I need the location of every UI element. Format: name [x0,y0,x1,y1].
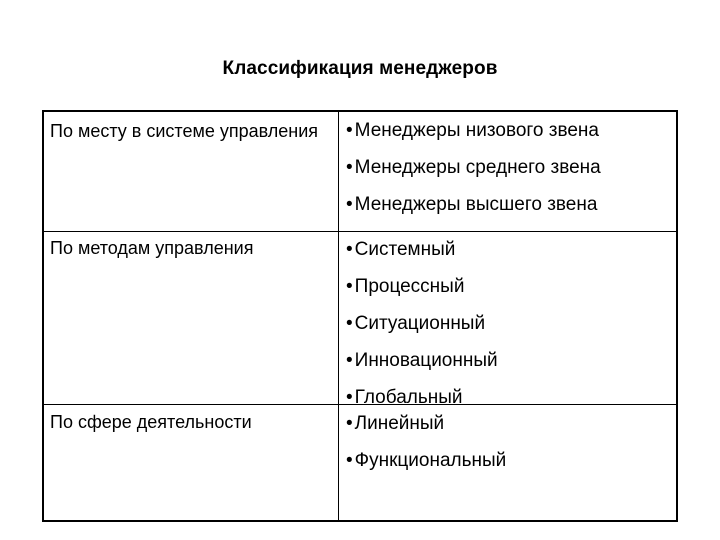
bullet-list [346,405,676,479]
column-divider [338,112,339,520]
criterion-cell-methods: По методам управления [50,238,254,258]
items-cell-sphere [346,405,676,479]
list-item: • Процессный [346,268,676,305]
items-cell-methods [346,231,676,416]
bullet-list [346,231,676,416]
list-item: • Линейный [346,405,676,442]
bullet-list [346,112,676,223]
list-item: • Менеджеры среднего звена [346,149,676,186]
list-item: • Системный [346,231,676,268]
page-title: Классификация менеджеров [222,58,498,79]
list-item: • Менеджеры высшего звена [346,186,676,223]
criterion-cell-sphere: По сфере деятельности [50,412,252,432]
items-cell-position [346,112,676,223]
criterion-cell-position: По месту в системе управления [50,121,319,141]
list-item: • Инновационный [346,342,676,379]
list-item: • Ситуационный [346,305,676,342]
list-item: • Менеджеры низового звена [346,112,676,149]
list-item: • Глобальный [346,379,676,416]
classification-table [42,110,678,522]
list-item: • Функциональный [346,442,676,479]
